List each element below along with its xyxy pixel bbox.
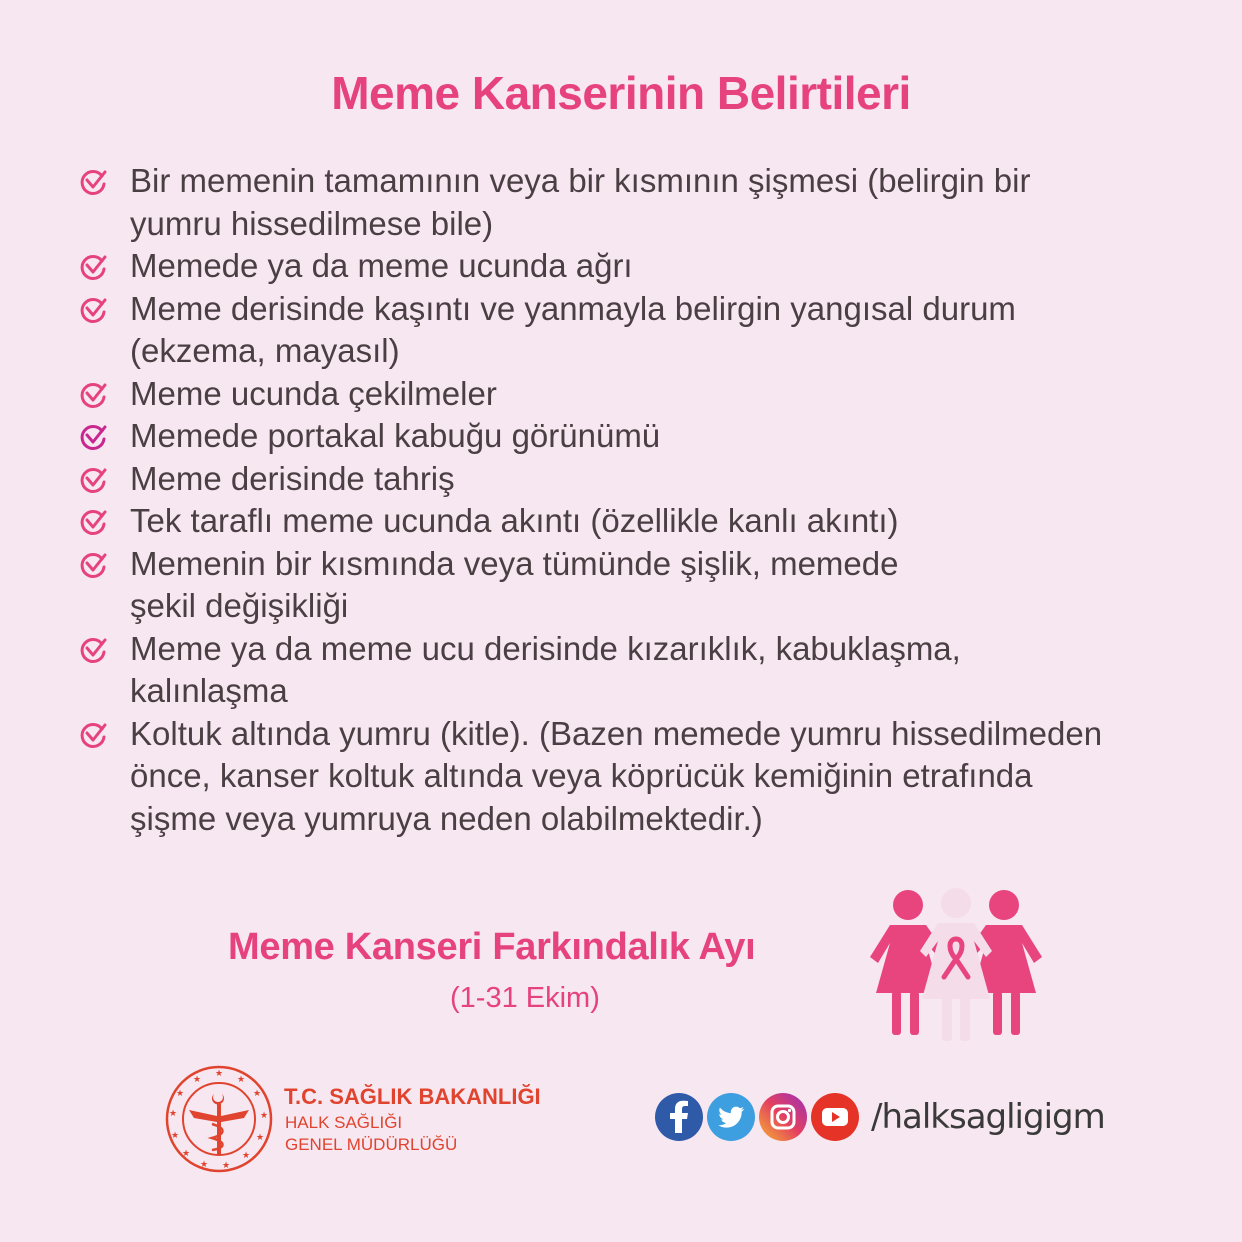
svg-text:★: ★ <box>175 1088 185 1098</box>
check-circle-icon <box>78 635 108 665</box>
org-department-line1: HALK SAĞLIĞI <box>285 1113 403 1132</box>
symptom-item <box>78 713 1208 841</box>
page-title: Meme Kanserinin Belirtileri <box>331 67 911 119</box>
symptom-item <box>78 500 1208 543</box>
youtube-icon[interactable] <box>811 1093 859 1141</box>
check-circle-icon <box>78 507 108 537</box>
check-circle-icon <box>78 167 108 197</box>
symptom-text-line: önce, kanser koltuk altında veya köprücük kemiğinin etrafında <box>130 757 1033 794</box>
svg-text:★: ★ <box>252 1088 262 1098</box>
symptom-text-line: Memenin bir kısmında veya tümünde şişlik, memede <box>130 544 899 582</box>
symptom-text-line: şekil değişikliği <box>130 587 349 624</box>
twitter-icon[interactable] <box>707 1093 755 1141</box>
svg-text:★: ★ <box>181 1148 191 1158</box>
check-circle-icon <box>78 380 108 410</box>
symptom-text-line: Bir memenin tamamının veya bir kısmının şişmesi (belirgin bir <box>130 162 1031 199</box>
symptom-text-line: Tek taraflı meme ucunda akıntı (özellikle kanlı akıntı) <box>130 502 899 539</box>
symptom-text-line: Meme derisinde kaşıntı ve yanmayla belirgin yangısal durum <box>130 289 1016 327</box>
svg-text:★: ★ <box>255 1132 265 1142</box>
check-circle-icon <box>78 295 108 325</box>
check-circle-icon <box>78 550 108 580</box>
org-name: T.C. SAĞLIK BAKANLIĞI <box>284 1084 541 1109</box>
symptom-item <box>78 415 1208 458</box>
symptom-text-line: Meme derisinde tahriş <box>130 459 455 497</box>
facebook-icon[interactable] <box>655 1093 703 1141</box>
symptom-text-line: kalınlaşma <box>130 672 288 709</box>
symptom-text-line: Memede ya da meme ucunda ağrı <box>130 247 633 284</box>
women-ribbon-illustration-icon <box>868 885 1044 1045</box>
symptom-item <box>78 458 1208 501</box>
svg-text:★: ★ <box>199 1159 209 1169</box>
org-department-line2: GENEL MÜDÜRLÜĞÜ <box>285 1135 458 1154</box>
symptom-text-line: şişme veya yumruya neden olabilmektedir.) <box>130 799 763 837</box>
svg-text:★: ★ <box>192 1074 202 1084</box>
svg-text:★: ★ <box>170 1130 180 1140</box>
check-circle-icon <box>78 720 108 750</box>
symptom-item <box>78 543 1208 628</box>
symptom-item <box>78 373 1208 416</box>
svg-text:★: ★ <box>259 1110 269 1120</box>
social-links <box>655 1093 1105 1141</box>
social-handle[interactable]: /halksagligigm <box>871 1097 1105 1137</box>
awareness-date: (1-31 Ekim) <box>450 982 600 1014</box>
svg-text:★: ★ <box>241 1150 251 1160</box>
svg-text:★: ★ <box>221 1160 231 1170</box>
symptom-text-line: Memede portakal kabuğu görünümü <box>130 417 661 454</box>
symptom-text-line: Meme ucunda çekilmeler <box>130 374 497 412</box>
ministry-logo-icon <box>164 1064 274 1174</box>
symptom-item <box>78 628 1208 713</box>
svg-text:★: ★ <box>168 1108 178 1118</box>
symptom-text-line: Koltuk altında yumru (kitle). (Bazen memede yumru hissedilmeden <box>130 714 1103 752</box>
svg-text:★: ★ <box>236 1074 246 1084</box>
symptom-item <box>78 245 1208 288</box>
instagram-icon[interactable] <box>759 1093 807 1141</box>
check-circle-icon <box>78 422 108 452</box>
check-circle-icon <box>78 465 108 495</box>
symptom-list <box>78 160 1208 840</box>
symptom-item <box>78 288 1208 373</box>
awareness-title: Meme Kanseri Farkındalık Ayı <box>228 926 756 968</box>
symptom-text-line: yumru hissedilmese bile) <box>130 204 494 242</box>
svg-text:★: ★ <box>214 1068 224 1078</box>
symptom-item <box>78 160 1208 245</box>
symptom-text-line: (ekzema, mayasıl) <box>130 332 400 369</box>
check-circle-icon <box>78 252 108 282</box>
symptom-text-line: Meme ya da meme ucu derisinde kızarıklık, kabuklaşma, <box>130 629 961 667</box>
